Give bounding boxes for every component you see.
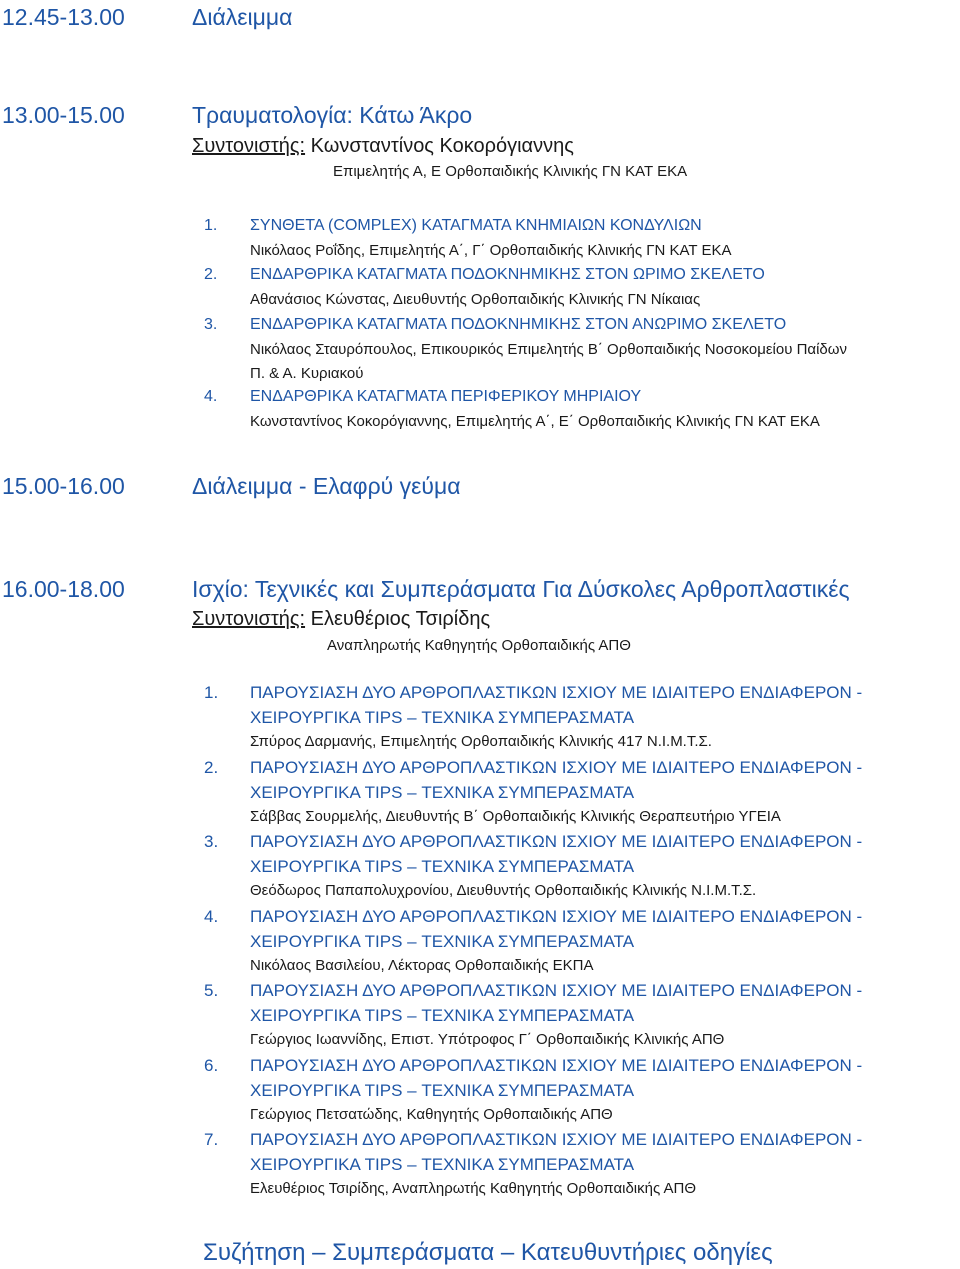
session-title: Τραυματολογία: Κάτω Άκρο [192,102,473,128]
list-item-number: 3. [204,316,218,333]
talk-title-continued: ΧΕΙΡΟΥΡΓΙΚΑ TIPS – ΤΕΧΝΙΚΑ ΣΥΜΠΕΡΑΣΜΑΤΑ [250,708,635,727]
session-time: 15.00-16.00 [2,473,125,499]
talk-title: ΣΥΝΘΕΤΑ (COMPLEX) ΚΑΤΑΓΜΑΤΑ ΚΝΗΜΙΑΙΩΝ ΚΟΝΔΥΛΙΩΝ [250,217,702,234]
list-item-number: 4. [204,388,218,405]
coordinator-name: Ελευθέριος Τσιρίδης [310,608,491,630]
talk-title: ΕΝΔΑΡΘΡΙΚΑ ΚΑΤΑΓΜΑΤΑ ΠΟΔΟΚΝΗΜΙΚΗΣ ΣΤΟΝ ΑΝΩΡΙΜΟ ΣΚΕΛΕΤΟ [250,316,787,333]
talk-title-continued: ΧΕΙΡΟΥΡΓΙΚΑ TIPS – ΤΕΧΝΙΚΑ ΣΥΜΠΕΡΑΣΜΑΤΑ [250,783,635,802]
talk-title: ΠΑΡΟΥΣΙΑΣΗ ΔΥΟ ΑΡΘΡΟΠΛΑΣΤΙΚΩΝ ΙΣΧΙΟΥ ΜΕ ΙΔΙΑΙΤΕΡΟ ΕΝΔΙΑΦΕΡΟΝ - [250,907,863,926]
talk-title: ΠΑΡΟΥΣΙΑΣΗ ΔΥΟ ΑΡΘΡΟΠΛΑΣΤΙΚΩΝ ΙΣΧΙΟΥ ΜΕ ΙΔΙΑΙΤΕΡΟ ΕΝΔΙΑΦΕΡΟΝ - [250,981,863,1000]
speaker: Αθανάσιος Κώνστας, Διευθυντής Ορθοπαιδικής Κλινικής ΓΝ Νίκαιας [250,291,701,308]
talk-title: ΠΑΡΟΥΣΙΑΣΗ ΔΥΟ ΑΡΘΡΟΠΛΑΣΤΙΚΩΝ ΙΣΧΙΟΥ ΜΕ ΙΔΙΑΙΤΕΡΟ ΕΝΔΙΑΦΕΡΟΝ - [250,1130,863,1149]
list-item-number: 3. [204,832,219,851]
list-item-number: 6. [204,1056,219,1075]
session-title: Διάλειμμα [192,4,293,30]
coordinator-line [192,608,490,631]
speaker: Γεώργιος Πετσατώδης, Καθηγητής Ορθοπαιδικής ΑΠΘ [250,1106,613,1123]
speaker: Κωνσταντίνος Κοκορόγιαννης, Επιμελητής Α΄, Ε΄ Ορθοπαιδικής Κλινικής ΓΝ ΚΑΤ ΕΚΑ [250,413,820,430]
speaker: Ελευθέριος Τσιρίδης, Αναπληρωτής Καθηγητής Ορθοπαιδικής ΑΠΘ [250,1180,697,1197]
talk-title-continued: ΧΕΙΡΟΥΡΓΙΚΑ TIPS – ΤΕΧΝΙΚΑ ΣΥΜΠΕΡΑΣΜΑΤΑ [250,1006,635,1025]
coordinator-affiliation: Αναπληρωτής Καθηγητής Ορθοπαιδικής ΑΠΘ [327,637,631,654]
coordinator-label: Συντονιστής: [192,135,306,157]
session-time: 13.00-15.00 [2,102,125,128]
coordinator-label: Συντονιστής: [192,608,306,630]
speaker: Σάββας Σουρμελής, Διευθυντής Β΄ Ορθοπαιδικής Κλινικής Θεραπευτήριο ΥΓΕΙΑ [250,808,781,825]
talk-title: ΠΑΡΟΥΣΙΑΣΗ ΔΥΟ ΑΡΘΡΟΠΛΑΣΤΙΚΩΝ ΙΣΧΙΟΥ ΜΕ ΙΔΙΑΙΤΕΡΟ ΕΝΔΙΑΦΕΡΟΝ - [250,758,863,777]
list-item-number: 1. [204,683,219,702]
talk-title: ΠΑΡΟΥΣΙΑΣΗ ΔΥΟ ΑΡΘΡΟΠΛΑΣΤΙΚΩΝ ΙΣΧΙΟΥ ΜΕ ΙΔΙΑΙΤΕΡΟ ΕΝΔΙΑΦΕΡΟΝ - [250,683,863,702]
speaker-continued: Π. & Α. Κυριακού [250,365,364,382]
list-item-number: 4. [204,907,219,926]
talk-title: ΠΑΡΟΥΣΙΑΣΗ ΔΥΟ ΑΡΘΡΟΠΛΑΣΤΙΚΩΝ ΙΣΧΙΟΥ ΜΕ ΙΔΙΑΙΤΕΡΟ ΕΝΔΙΑΦΕΡΟΝ - [250,1056,863,1075]
session-time: 16.00-18.00 [2,576,125,602]
session-title: Διάλειμμα - Ελαφρύ γεύμα [192,473,461,499]
list-item-number: 7. [204,1130,219,1149]
speaker: Νικόλαος Ροΐδης, Επιμελητής Α΄, Γ΄ Ορθοπαιδικής Κλινικής ΓΝ ΚΑΤ ΕΚΑ [250,242,732,259]
list-item-number: 1. [204,217,218,234]
coordinator-name: Κωνσταντίνος Κοκορόγιαννης [310,135,574,157]
speaker: Νικόλαος Σταυρόπουλος, Επικουρικός Επιμελητής Β΄ Ορθοπαιδικής Νοσοκομείου Παίδων [250,341,847,358]
coordinator-affiliation: Επιμελητής Α, Ε Ορθοπαιδικής Κλινικής ΓΝ ΚΑΤ ΕΚΑ [333,163,688,180]
talk-title: ΕΝΔΑΡΘΡΙΚΑ ΚΑΤΑΓΜΑΤΑ ΠΕΡΙΦΕΡΙΚΟΥ ΜΗΡΙΑΙΟΥ [250,388,642,405]
list-item-number: 2. [204,758,219,777]
speaker: Θεόδωρος Παπαπολυχρονίου, Διευθυντής Ορθοπαιδικής Κλινικής Ν.Ι.Μ.Τ.Σ. [250,882,757,899]
coordinator-line [192,135,574,158]
speaker: Νικόλαος Βασιλείου, Λέκτορας Ορθοπαιδικής ΕΚΠΑ [250,957,594,974]
session-title: Ισχίο: Τεχνικές και Συμπεράσματα Για Δύσκολες Αρθροπλαστικές [192,576,850,602]
talk-title-continued: ΧΕΙΡΟΥΡΓΙΚΑ TIPS – ΤΕΧΝΙΚΑ ΣΥΜΠΕΡΑΣΜΑΤΑ [250,1081,635,1100]
talk-title-continued: ΧΕΙΡΟΥΡΓΙΚΑ TIPS – ΤΕΧΝΙΚΑ ΣΥΜΠΕΡΑΣΜΑΤΑ [250,1155,635,1174]
list-item-number: 2. [204,266,218,283]
list-item-number: 5. [204,981,219,1000]
speaker: Γεώργιος Ιωαννίδης, Επιστ. Υπότροφος Γ΄ Ορθοπαιδικής Κλινικής ΑΠΘ [250,1031,725,1048]
talk-title: ΕΝΔΑΡΘΡΙΚΑ ΚΑΤΑΓΜΑΤΑ ΠΟΔΟΚΝΗΜΙΚΗΣ ΣΤΟΝ ΩΡΙΜΟ ΣΚΕΛΕΤΟ [250,266,765,283]
session-time: 12.45-13.00 [2,4,125,30]
talk-title-continued: ΧΕΙΡΟΥΡΓΙΚΑ TIPS – ΤΕΧΝΙΚΑ ΣΥΜΠΕΡΑΣΜΑΤΑ [250,932,635,951]
speaker: Σπύρος Δαρμανής, Επιμελητής Ορθοπαιδικής Κλινικής 417 Ν.Ι.Μ.Τ.Σ. [250,733,712,750]
talk-title: ΠΑΡΟΥΣΙΑΣΗ ΔΥΟ ΑΡΘΡΟΠΛΑΣΤΙΚΩΝ ΙΣΧΙΟΥ ΜΕ ΙΔΙΑΙΤΕΡΟ ΕΝΔΙΑΦΕΡΟΝ - [250,832,863,851]
talk-title-continued: ΧΕΙΡΟΥΡΓΙΚΑ TIPS – ΤΕΧΝΙΚΑ ΣΥΜΠΕΡΑΣΜΑΤΑ [250,857,635,876]
closing-discussion: Συζήτηση – Συμπεράσματα – Κατευθυντήριες οδηγίες [203,1239,773,1266]
